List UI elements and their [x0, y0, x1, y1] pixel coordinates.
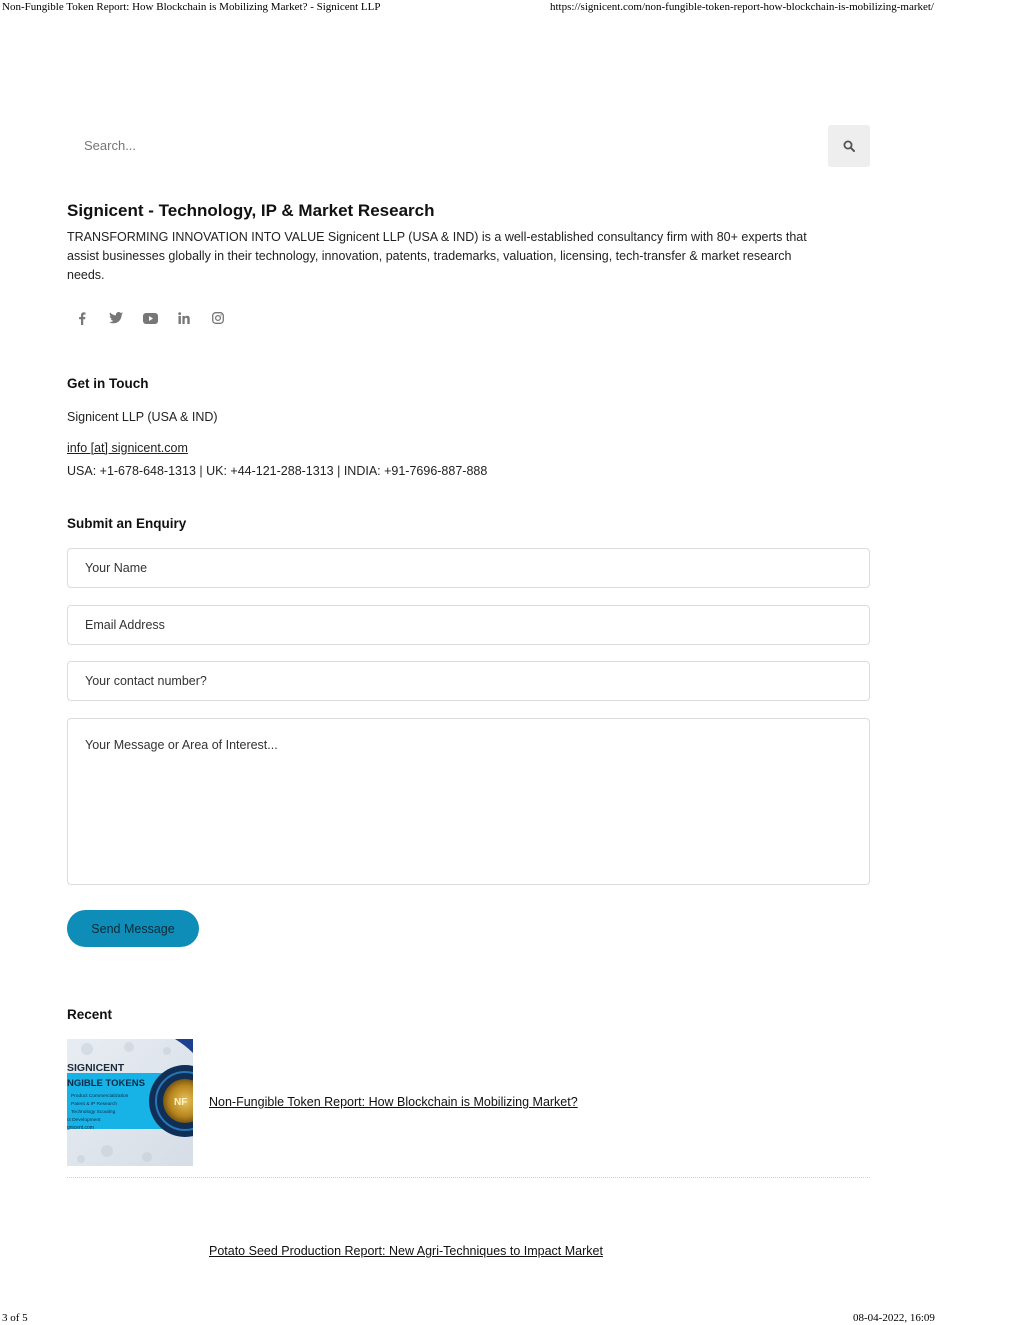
thumbnail-brand: SIGNICENT [67, 1062, 125, 1074]
recent-heading: Recent [67, 1007, 113, 1022]
nft-report-thumbnail-image [67, 1039, 193, 1166]
youtube-link[interactable] [135, 303, 165, 333]
print-page-title: Non-Fungible Token Report: How Blockchain is Mobilizing Market? - Signicent LLP [2, 1, 381, 13]
recent-divider [67, 1177, 870, 1178]
thumbnail-bullet-2: Patent & IP Research [71, 1102, 118, 1107]
contact-heading: Get in Touch [67, 376, 149, 391]
linkedin-icon [178, 312, 190, 324]
about-title: Signicent - Technology, IP & Market Research [67, 201, 435, 220]
phone-field[interactable]: Your contact number? [67, 661, 870, 701]
message-field[interactable]: Your Message or Area of Interest... [67, 718, 870, 885]
thumbnail-site: gnicent.com [67, 1125, 94, 1131]
recent-post-thumbnail[interactable] [67, 1039, 193, 1166]
linkedin-link[interactable] [169, 303, 199, 333]
print-page-url: https://signicent.com/non-fungible-token-report-how-blockchain-is-mobilizing-market/ [550, 1, 934, 13]
send-message-button[interactable]: Send Message [67, 910, 199, 947]
search-bar [67, 125, 870, 167]
contact-phones: USA: +1-678-648-1313 | UK: +44-121-288-1313 | INDIA: +91-7696-887-888 [67, 464, 488, 478]
print-page-number: 3 of 5 [2, 1312, 28, 1324]
contact-company: Signicent LLP (USA & IND) [67, 410, 218, 424]
thumbnail-bullet-3: Technology Scouting [71, 1110, 116, 1115]
thumbnail-line-4: ct Development [67, 1118, 101, 1123]
email-field[interactable]: Email Address [67, 605, 870, 645]
thumbnail-headline: NGIBLE TOKENS [67, 1078, 145, 1089]
recent-post-link-1[interactable]: Non-Fungible Token Report: How Blockchain is Mobilizing Market? [209, 1095, 578, 1109]
contact-email-link[interactable]: info [at] signicent.com [67, 441, 188, 455]
recent-post-link-2[interactable]: Potato Seed Production Report: New Agri-Techniques to Impact Market [209, 1244, 603, 1258]
thumbnail-badge: NF [174, 1097, 188, 1108]
facebook-icon [78, 312, 86, 325]
facebook-link[interactable] [67, 303, 97, 333]
thumbnail-bullet-1: Product Commercialization [71, 1094, 129, 1099]
search-input[interactable] [67, 125, 828, 167]
instagram-link[interactable] [203, 303, 233, 333]
print-header [0, 0, 1024, 16]
twitter-icon [109, 312, 123, 324]
search-icon [843, 140, 855, 152]
youtube-icon [143, 313, 158, 324]
social-links [67, 303, 233, 333]
about-description: TRANSFORMING INNOVATION INTO VALUE Signicent LLP (USA & IND) is a well-established consultancy firm with 80+ experts that assist businesses globally in their technology, innovation, patents, trademarks, valuation, licensing, tech-transfer & market research needs. [67, 230, 807, 282]
twitter-link[interactable] [101, 303, 131, 333]
print-datetime: 08-04-2022, 16:09 [853, 1312, 935, 1324]
print-footer [0, 1312, 1024, 1325]
enquiry-heading: Submit an Enquiry [67, 516, 187, 531]
instagram-icon [212, 312, 224, 324]
name-field[interactable]: Your Name [67, 548, 870, 588]
search-button[interactable] [828, 125, 870, 167]
